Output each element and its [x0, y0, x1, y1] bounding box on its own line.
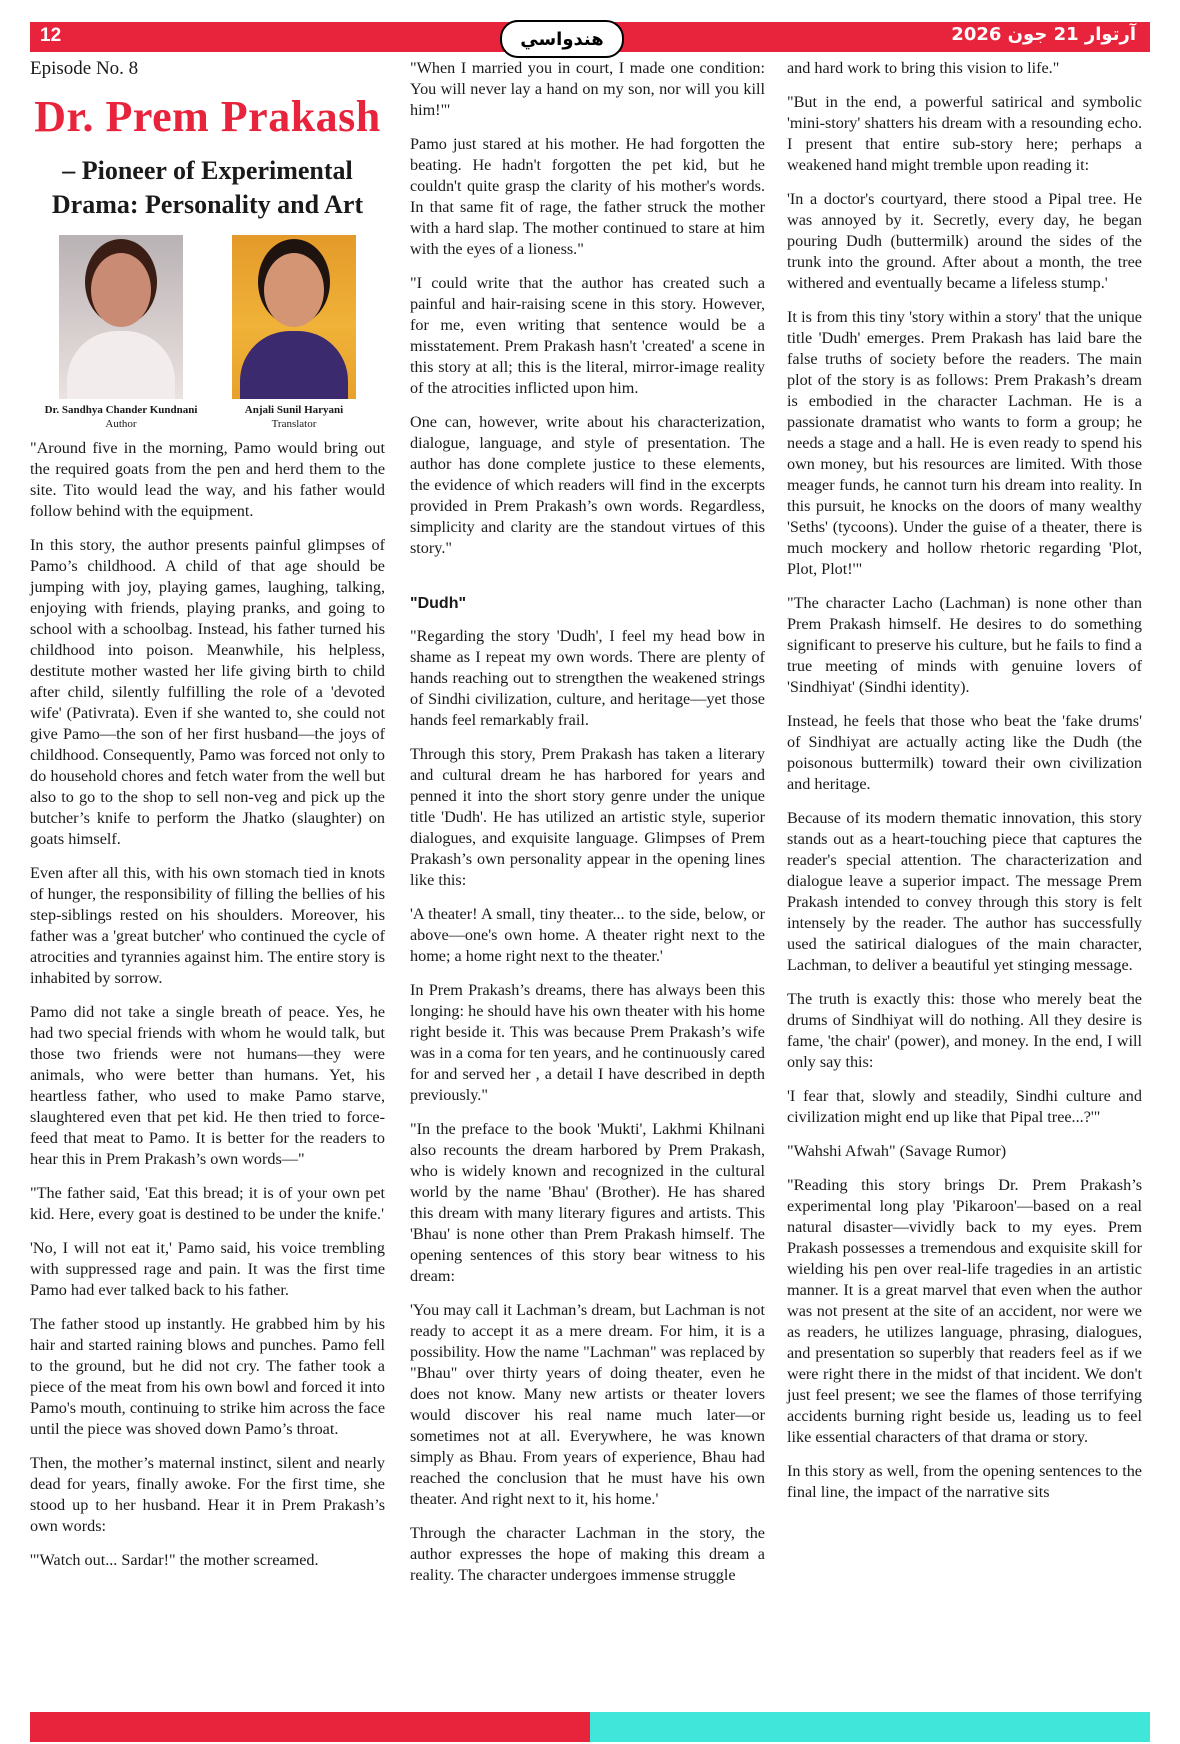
paragraph: Through this story, Prem Prakash has taken a literary and cultural dream he has harbored for years and penned it into the short story genre under the unique title 'Dudh'. He has utilized an artistic style, superior dialogues, and exquisite language. Glimpses of Prem Prakash’s own personality appear in the opening lines like this: — [410, 745, 765, 889]
masthead-logo: هندواسي — [500, 20, 624, 58]
paragraph: 'In a doctor's courtyard, there stood a Pipal tree. He was annoyed by it. Secretly, every day, he began pouring Dudh (buttermilk) around the sides of the trunk into the ground. After about a month, the tree withered and eventually became a lifeless stump.' — [787, 190, 1142, 292]
translator-role: Translator — [271, 418, 317, 430]
paragraph: Instead, he feels that those who beat the 'fake drums' of Sindhiyat are actually acting like the Dudh (the poisonous buttermilk) toward their own civilization and heritage. — [787, 712, 1142, 793]
paragraph: "But in the end, a powerful satirical and symbolic 'mini-story' shatters his dream with a resounding echo. I present that entire sub-story here; perhaps a weakened hand might tremble upon reading it: — [787, 93, 1142, 174]
paragraph: Pamo just stared at his mother. He had forgotten the beating. He hadn't forgotten the pet kid, but he couldn't quite grasp the clarity of his mother's words. In that same fit of rage, the father struck the mother with a hard slap. The mother continued to stare at him with the eyes of a lioness." — [410, 135, 765, 258]
paragraph: In Prem Prakash’s dreams, there has always been this longing: he should have his own theater with his home right beside it. This was because Prem Prakash’s wife was in a coma for ten years, and he continuously cared for and served her , a detail I have described in depth previously." — [410, 981, 765, 1104]
paragraph: 'No, I will not eat it,' Pamo said, his voice trembling with suppressed rage and pain. It was the first time Pamo had ever talked back to his father. — [30, 1239, 385, 1299]
author-photo-torso — [67, 331, 175, 399]
paragraph: "When I married you in court, I made one condition: You will never lay a hand on my son, nor will you kill him!"' — [410, 59, 765, 119]
footer-bar-red — [30, 1712, 590, 1742]
paragraph: The father stood up instantly. He grabbed him by his hair and started raining blows and punches. Pamo fell to the ground, but he did not cry. The father took a piece of the meat from his own bowl and forced it into Pamo's mouth, continuing to strike him across the face until the piece was shoved down Pamo’s throat. — [30, 1315, 385, 1438]
paragraph: 'You may call it Lachman’s dream, but Lachman is not ready to accept it as a mere dream. For him, it is a possibility. How the name "Lachman" was replaced by "Bhau" over thirty years of doing theater, even he does not know. Many new artists or theater lovers would discover his real name much later—or sometimes not at all. Everywhere, he was known simply as Bhau. From years of experience, Bhau had reached the conclusion that he must have his own theater. And right next to it, his home.' — [410, 1301, 765, 1508]
paragraph: Through the character Lachman in the story, the author expresses the hope of making this dream a reality. The character undergoes immense struggle — [410, 1524, 765, 1584]
paragraph: It is from this tiny 'story within a story' that the unique title 'Dudh' emerges. Prem Prakash has laid bare the false truths of society before the readers. The main plot of the story is as follows: Prem Prakash’s dream is embodied in the character Lachman. He is a passionate dramatist who wants to form a group; he needs a stage and a hall. He is even ready to spend his own money, but his resources are limited. With those meager funds, he cannot turn his dream into reality. In this pursuit, he knocks on the doors of many wealthy 'Seths' (tycoons). Under the guise of a theater, there is much mockery and hollow rhetoric regarding 'Plot, Plot, Plot!'" — [787, 308, 1142, 578]
author-photo — [59, 235, 183, 399]
paragraph: In this story as well, from the opening sentences to the final line, the impact of the narrative sits — [787, 1462, 1142, 1501]
author-photo-block — [36, 235, 206, 432]
page-number: 12 — [40, 25, 62, 46]
article-subtitle: – Pioneer of Experimental Drama: Personality and Art — [51, 156, 364, 219]
paragraph: "Around five in the morning, Pamo would bring out the required goats from the pen and herd them to the site. Tito would lead the way, and his father would follow behind with the equipment. — [30, 439, 385, 520]
paragraph: Because of its modern thematic innovation, this story stands out as a heart-touching piece that captures the reader's special attention. The characterization and dialogue leave a superior impact. The message Prem Prakash intended to convey through this story is felt intensely by the reader. The author has successfully used the satirical dialogues of the main character, Lachman, to deliver a beautiful yet stinging message. — [787, 809, 1142, 974]
translator-photo-torso — [240, 331, 348, 399]
paragraph: "Reading this story brings Dr. Prem Prakash’s experimental long play 'Pikaroon'—based on a real natural disaster—vividly back to my eyes. Prem Prakash possesses a tremendous and exquisite skill for wielding his pen over real-life tragedies in an artistic manner. It is a great marvel that even when the author was not present at the site of an accident, nor were we as readers, he utilizes language, phrasing, dialogues, and presentation so superbly that readers feel as if we were right there in the midst of that incident. We don't just feel present; we see the flames of those terrifying accidents burning right beside us, leading us to feel like essential characters of that drama or story. — [787, 1176, 1142, 1446]
article-title: Dr. Prem Prakash — [34, 92, 381, 141]
paragraph: "The character Lacho (Lachman) is none other than Prem Prakash himself. He desires to do something significant to preserve his culture, but he fails to find a true meeting of minds with genuine lovers of 'Sindhiyat' (Sindhi identity). — [787, 594, 1142, 696]
issue-date: آرتوار 21 جون 2026 — [951, 24, 1136, 45]
section-heading-wahshi-afwah: "Wahshi Afwah" (Savage Rumor) — [787, 1142, 1007, 1160]
paragraph: "I could write that the author has created such a painful and hair-raising scene in this story. However, for me, even writing that sentence would be a misstatement. Prem Prakash hasn't 'created' a scene in this story at all; this is the literal, mirror-image reality of the atrocities inflicted upon him. — [410, 274, 765, 397]
author-photo-head — [91, 253, 151, 327]
author-name: Dr. Sandhya Chander Kundnani — [44, 404, 198, 416]
translator-photo-head — [264, 253, 324, 327]
paragraph: "The father said, 'Eat this bread; it is of your own pet kid. Here, every goat is destined to be under the knife.' — [30, 1184, 385, 1223]
column-1 — [30, 58, 385, 1584]
author-role: Author — [105, 418, 137, 430]
column-2 — [410, 58, 765, 1599]
paragraph: 'A theater! A small, tiny theater... to the side, below, or above—one's own home. A theater right next to the home; a home right next to the theater.' — [410, 905, 765, 965]
paragraph: "In the preface to the book 'Mukti', Lakhmi Khilnani also recounts the dream harbored by Prem Prakash, who is widely known and recognized in the cultural world by the name 'Bhau' (Brother). He has shared this dream with many literary figures and artists. This 'Bhau' is none other than Prem Prakash himself. The opening sentences of this story bear witness to his dream: — [410, 1120, 765, 1285]
paragraph: 'I fear that, slowly and steadily, Sindhi culture and civilization might end up like that Pipal tree...?'" — [787, 1087, 1142, 1126]
paragraph: Pamo did not take a single breath of peace. Yes, he had two special friends with whom he would talk, but those two friends were not humans—they were animals, who were better than humans. Yet, his heartless father, who used to make Pamo starve, slaughtered even that pet kid. He then tried to force-feed that meat to Pamo. It is better for the readers to hear this in Prem Prakash’s own words—" — [30, 1003, 385, 1168]
paragraph: In this story, the author presents painful glimpses of Pamo’s childhood. A child of that age should be jumping with joy, playing games, laughing, talking, enjoying with friends, playing pranks, and going to school with a schoolbag. Instead, his father turned his childhood into poison. Meanwhile, his helpless, destitute mother wasted her life giving birth to child after child, silently fulfilling the role of a 'devoted wife' (Pativrata). Even if she wanted to, she could not give Pamo—the son of her first husband—the joys of childhood. Consequently, Pamo was forced not only to do household chores and fetch water from the well but also to go to the shop to sell non-veg and pick up the butcher’s knife to perform the Jhatko (slaughter) on goats himself. — [30, 536, 385, 848]
footer-bar-cyan — [590, 1712, 1150, 1742]
episode-label: Episode No. 8 — [30, 58, 139, 79]
paragraph: and hard work to bring this vision to life." — [787, 59, 1060, 77]
paragraph: '"Watch out... Sardar!" the mother screamed. — [30, 1551, 319, 1569]
column-3 — [787, 58, 1142, 1516]
paragraph: "Regarding the story 'Dudh', I feel my head bow in shame as I repeat my own words. There are plenty of hands reaching out to strengthen the weakened strings of Sindhi civilization, culture, and heritage—yet those hands feel remarkably frail. — [410, 627, 765, 729]
paragraph: Then, the mother’s maternal instinct, silent and nearly dead for years, finally awoke. For the first time, she stood up to her husband. Hear it in Prem Prakash’s own words: — [30, 1454, 385, 1535]
paragraph: The truth is exactly this: those who merely beat the drums of Sindhiyat will do nothing. All they desire is fame, 'the chair' (power), and money. In the end, I will only say this: — [787, 990, 1142, 1071]
translator-name: Anjali Sunil Haryani — [244, 404, 344, 416]
paragraph: One can, however, write about his characterization, dialogue, language, and style of presentation. The author has done complete justice to these elements, the evidence of which readers will find in the excerpts provided in Prem Prakash’s own words. Regardless, simplicity and clarity are the standout virtues of this story." — [410, 413, 765, 557]
contributor-photos — [30, 235, 385, 432]
paragraph: Even after all this, with his own stomach tied in knots of hunger, the responsibility of filling the bellies of his step-siblings rested on his shoulders. Moreover, his father was a 'great butcher' who continued the cycle of atrocities and tyrannies against him. The entire story is inhabited by sorrow. — [30, 864, 385, 987]
translator-photo-block — [209, 235, 379, 432]
section-heading-dudh: "Dudh" — [410, 595, 467, 612]
translator-photo — [232, 235, 356, 399]
